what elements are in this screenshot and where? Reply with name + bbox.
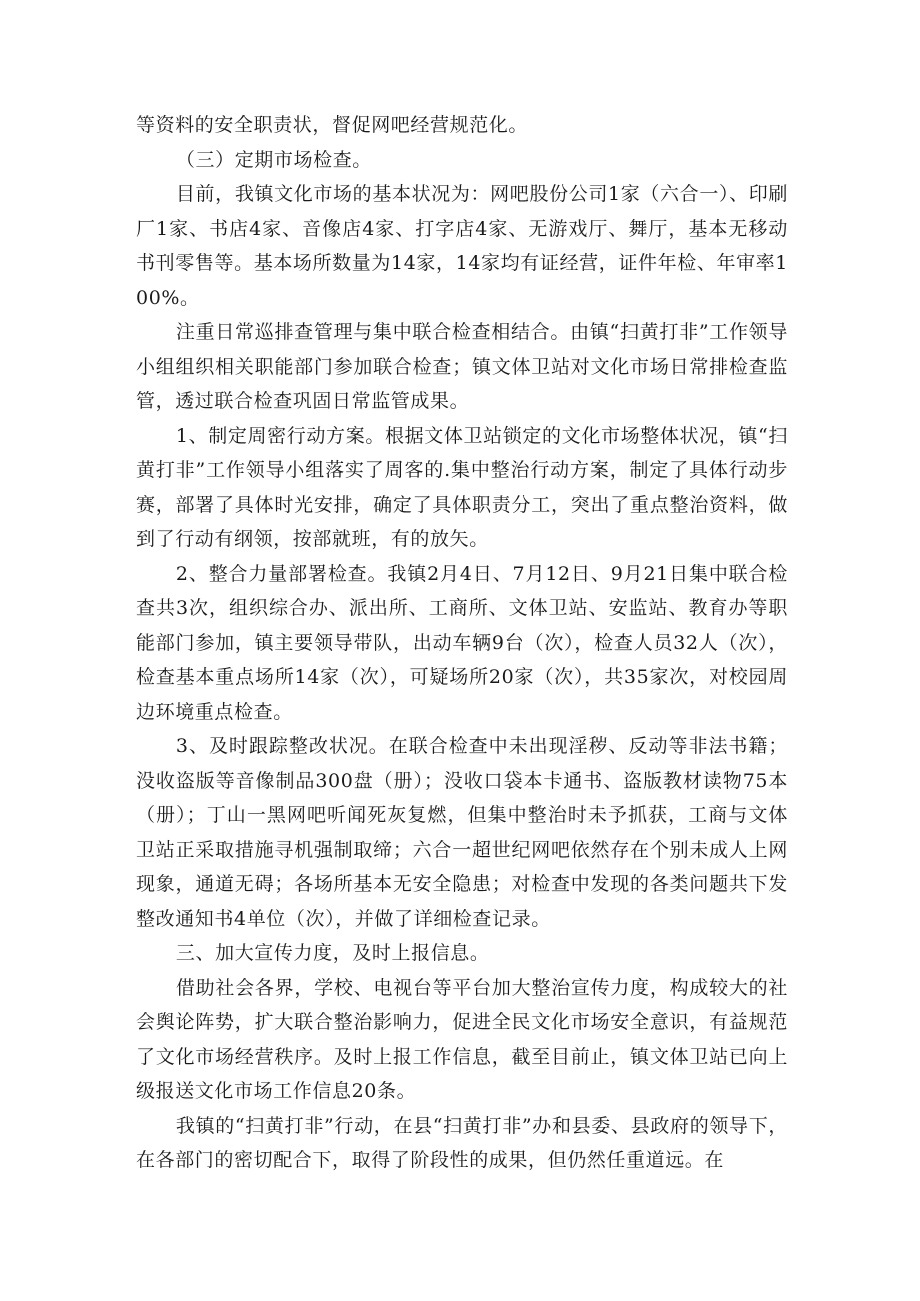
paragraph-8: 三、加大宣传力度，及时上报信息。 (175, 942, 490, 964)
paragraph-10: 我镇的“扫黄打非”行动，在县“扫黄打非”办和县委、县政府的领导下，在各部门的密切配合下，取得了阶段性的成果，但仍然任重道远。在 (136, 1114, 788, 1171)
paragraph-2: （三）定期市场检查。 (175, 148, 372, 171)
paragraph-6: 2、整合力量部署检查。我镇2月4日、7月12日、9月21日集中联合检查共3次，组织综合办、派出所、工商所、文体卫站、安监站、教育办等职能部门参加，镇主要领导带队，出动车辆9台（次），检查人员32人（次），检查基本重点场所14家（次），可疑场所20家（次），共35家次，对校园周边环境重点检查。 (136, 562, 788, 723)
paragraph-1: 等资料的安全职责状，督促网吧经营规范化。 (136, 114, 529, 136)
paragraph-3: 目前，我镇文化市场的基本状况为：网吧股份公司1家（六合一）、印刷厂1家、书店4家、音像店4家、打字店4家、无游戏厅、舞厅，基本无移动书刊零售等。基本场所数量为14家，14家均有证经营，证件年检、年审率100%。 (136, 183, 788, 309)
paragraph-7: 3、及时跟踪整改状况。在联合检查中未出现淫秽、反动等非法书籍；没收盗版等音像制品300盘（册）；没收口袋本卡通书、盗版教材读物75本（册）；丁山一黑网吧听闻死灰复燃，但集中整治时未予抓获，工商与文体卫站正采取措施寻机强制取缔；六合一超世纪网吧依然存在个别未成人上网现象，通道无碍；各场所基本无安全隐患；对检查中发现的各类问题共下发整改通知书4单位（次），并做了详细检查记录。 (136, 735, 788, 930)
document-body (136, 108, 788, 1178)
paragraph-4: 注重日常巡排查管理与集中联合检查相结合。由镇“扫黄打非”工作领导小组组织相关职能部门参加联合检查；镇文体卫站对文化市场日常排检查监管，透过联合检查巩固日常监管成果。 (136, 321, 788, 412)
paragraph-9: 借助社会各界，学校、电视台等平台加大整治宣传力度，构成较大的社会舆论阵势，扩大联合整治影响力，促进全民文化市场安全意识，有益规范了文化市场经营秩序。及时上报工作信息，截至目前止，镇文体卫站已向上级报送文化市场工作信息20条。 (136, 976, 788, 1102)
paragraph-5: 1、制定周密行动方案。根据文体卫站锁定的文化市场整体状况，镇“扫黄打非”工作领导小组落实了周客的.集中整治行动方案，制定了具体行动步赛，部署了具体时光安排，确定了具体职责分工，突出了重点整治资料，做到了行动有纲领，按部就班，有的放矢。 (136, 424, 788, 550)
